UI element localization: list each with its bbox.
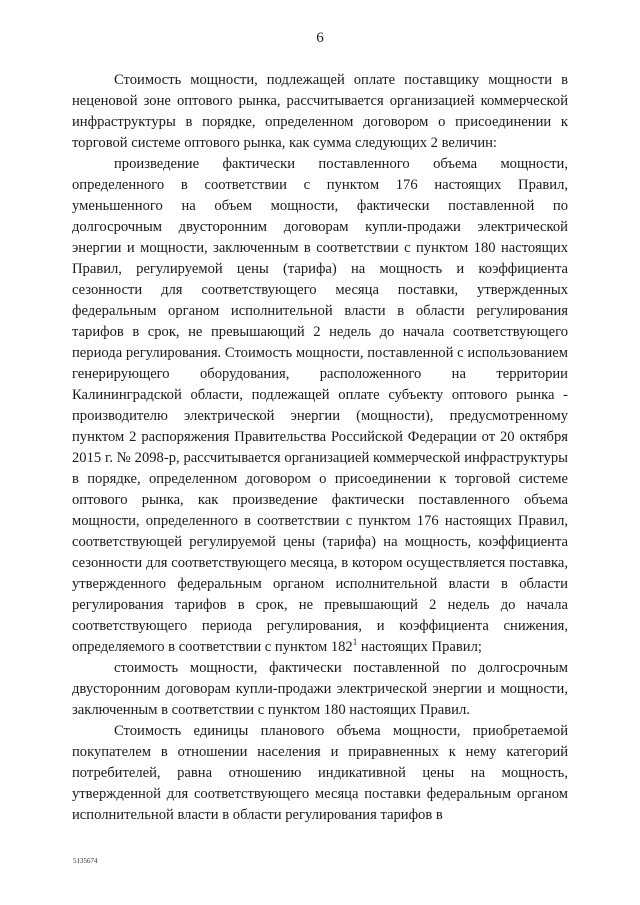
paragraph-1: Стоимость мощности, подлежащей оплате поставщику мощности в неценовой зоне оптового рынка, рассчитывается организацией коммерческой инфраструктуры в порядке, определенном договором о присоединении к торговой системе оптового рынка, как сумма следующих 2 величин: bbox=[72, 72, 568, 151]
paragraph-4: Стоимость единицы планового объема мощности, приобретаемой покупателем в отношении населения и приравненных к нему категорий потребителей, равна отношению индикативной цены на мощность, утвержденной для соответствующего месяца поставки федеральным органом исполнительной власти в области регулирования тарифов в bbox=[72, 723, 568, 823]
document-body bbox=[72, 70, 568, 826]
page-number: 6 bbox=[316, 30, 324, 46]
paragraph-3: стоимость мощности, фактически поставленной по долгосрочным двусторонним договорам купли-продажи электрической энергии и мощности, заключенным в соответствии с пунктом 180 настоящих Правил. bbox=[72, 660, 568, 718]
document-code: 5135674 bbox=[73, 857, 98, 865]
footnote-superscript: 1 bbox=[352, 637, 358, 648]
paragraph-2-tail: настоящих Правил; bbox=[357, 639, 482, 655]
paragraph-2-text: произведение фактически поставленного объема мощности, определенного в соответствии с пунктом 176 настоящих Правил, уменьшенного на объем мощности, фактически поставленной по долгосрочным двусторонним договорам купли-продажи электрической энергии и мощности, заключенным в соответствии с пунктом 180 настоящих Правил, регулируемой цены (тарифа) на мощность и коэффициента сезонности для соответствующего месяца поставки, утвержденных федеральным органом исполнительной власти в области регулирования тарифов в срок, не превышающий 2 недель до начала соответствующего периода регулирования. Стоимость мощности, поставленной с использованием генерирующего оборудования, расположенного на территории Калининградской области, подлежащей оплате субъекту оптового рынка - производителю электрической энергии (мощности), предусмотренному пунктом 2 распоряжения Правительства Российской Федерации от 20 октября 2015 г. № 2098-р, рассчитывается организацией коммерческой инфраструктуры в порядке, определенном договором о присоединении к торговой системе оптового рынка, как произведение фактически поставленного объема мощности, определенного в соответствии с пунктом 176 настоящих Правил, соответствующей регулируемой цены (тарифа) на мощность, коэффициента сезонности для соответствующего месяца, в котором осуществляется поставка, утвержденного федеральным органом исполнительной власти в области регулирования тарифов в срок, не превышающий 2 недель до начала соответствующего периода регулирования, и коэффициента снижения, определяемого в соответствии с пунктом 182 bbox=[72, 156, 568, 655]
paragraph-2 bbox=[72, 154, 568, 658]
